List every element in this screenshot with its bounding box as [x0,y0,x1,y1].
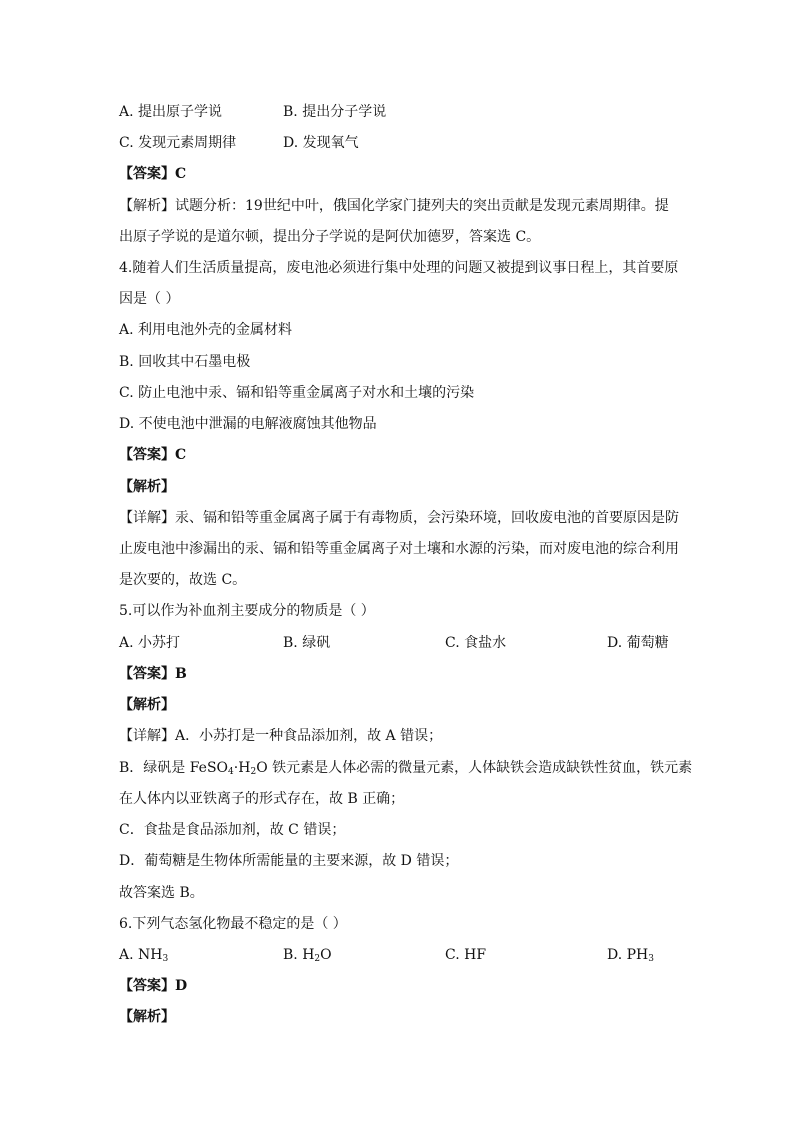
q5-answer: 【答案】B [119,666,187,682]
q5-detail-b-pre: B．绿矾是 FeSO [119,760,229,776]
q6-option-a-text: A. NH [119,947,163,963]
q3-option-d: D. 发现氧气 [283,135,359,151]
q6-option-b-post: O [320,947,332,963]
q5-detail-b-post: O 铁元素是人体必需的微量元素，人体缺铁会造成缺铁性贫血，铁元素 [256,760,693,776]
q6-option-c: C. HF [445,947,487,963]
q3-option-c: C. 发现元素周期律 [119,135,237,151]
q5-option-c: C. 食盐水 [445,635,507,651]
q4-option-a: A. 利用电池外壳的金属材料 [119,322,293,338]
q3-analysis-line-2: 出原子学说的是道尔顿，提出分子学说的是阿伏加德罗，答案选 C。 [119,229,541,245]
q5-option-b: B. 绿矾 [283,635,331,651]
q4-option-d: D. 不使电池中泄漏的电解液腐蚀其他物品 [119,416,377,432]
q3-answer: 【答案】C [119,166,187,182]
q4-detail-line-2: 止废电池中渗漏出的汞、镉和铅等重金属离子对土壤和水源的污染，而对废电池的综合利用 [119,541,679,557]
q6-stem: 6.下列气态氢化物最不稳定的是（ ） [119,916,347,932]
q3-analysis-line-1: 【解析】试题分析：19世纪中叶，俄国化学家门捷列夫的突出贡献是发现元素周期律。提 [119,198,669,214]
q4-analysis: 【解析】 [119,479,175,495]
q5-detail-b-sub2: 2 [250,767,257,777]
q3-option-b: B. 提出分子学说 [283,104,387,120]
q5-stem: 5.可以作为补血剂主要成分的物质是（ ） [119,603,375,619]
q6-option-a-sub: 3 [162,954,169,964]
q6-option-d [607,945,654,965]
q5-option-d: D. 葡萄糖 [607,635,669,651]
q4-stem-line-1: 4.随着人们生活质量提高，废电池必须进行集中处理的问题又被提到议事日程上，其首要原 [119,260,679,276]
q4-detail-line-3: 是次要的，故选 C。 [119,572,247,588]
q5-detail-b-mid: ·H [233,760,251,776]
q4-answer: 【答案】C [119,447,187,463]
q5-detail-b-line-1 [119,758,693,778]
q5-detail-a: 【详解】A．小苏打是一种食品添加剂，故 A 错误； [119,728,443,744]
q5-detail-b-line-2: 在人体内以亚铁离子的形式存在，故 B 正确； [119,791,405,807]
q4-option-b: B. 回收其中石墨电极 [119,354,251,370]
q5-detail-d: D．葡萄糖是生物体所需能量的主要来源，故 D 错误； [119,853,459,869]
q5-analysis: 【解析】 [119,697,175,713]
q6-option-b [283,945,332,965]
q6-option-d-text: D. PH [607,947,649,963]
q4-stem-line-2: 因是（ ） [119,291,180,307]
q4-option-c: C. 防止电池中汞、镉和铅等重金属离子对水和土壤的污染 [119,385,475,401]
q5-conclusion: 故答案选 B。 [119,885,204,901]
q5-detail-b-sub: 4 [228,767,234,777]
q4-detail-line-1: 【详解】汞、镉和铅等重金属离子属于有毒物质，会污染环境，回收废电池的首要原因是防 [119,510,679,526]
q6-option-d-sub: 3 [648,954,654,964]
q6-option-b-text: B. H [283,947,315,963]
q3-option-a: A. 提出原子学说 [119,104,223,120]
q6-analysis: 【解析】 [119,1009,175,1025]
q6-option-a [119,945,168,965]
q6-answer: 【答案】D [119,978,188,994]
q5-detail-c: C．食盐是食品添加剂，故 C 错误； [119,822,346,838]
q5-option-a: A. 小苏打 [119,635,181,651]
q6-option-b-sub: 2 [314,954,321,964]
